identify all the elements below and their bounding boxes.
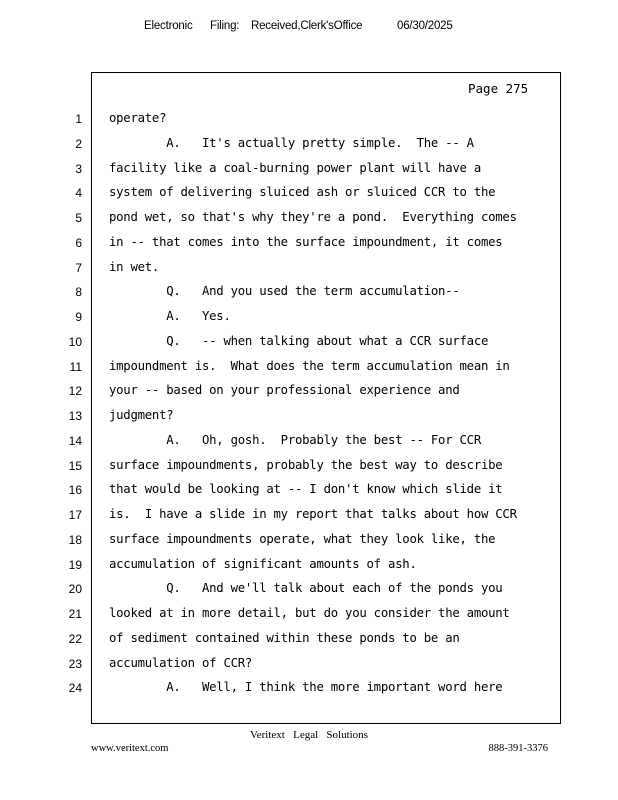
filing-word: Filing: (210, 20, 240, 32)
transcript-line: in -- that comes into the surface impoundment, it comes (109, 235, 503, 249)
line-number: 13 (68, 409, 82, 423)
page-number: Page 275 (468, 81, 529, 96)
line-number: 6 (75, 236, 82, 250)
line-number: 15 (68, 459, 82, 473)
line-number: 4 (75, 186, 82, 200)
transcript-line: facility like a coal-burning power plant will have a (109, 161, 481, 175)
transcript-line: A. Yes. (109, 309, 231, 323)
line-number: 1 (75, 112, 82, 126)
transcript-line: looked at in more detail, but do you consider the amount (109, 606, 510, 620)
line-number: 16 (68, 483, 82, 497)
transcript-line: surface impoundments operate, what they look like, the (109, 532, 496, 546)
line-number: 18 (68, 533, 82, 547)
transcript-line: impoundment is. What does the term accumulation mean in (109, 359, 510, 373)
transcript-line: operate? (109, 111, 167, 125)
footer-phone: 888-391-3376 (488, 743, 548, 754)
line-number: 17 (68, 508, 82, 522)
transcript-line: Q. -- when talking about what a CCR surface (109, 334, 489, 348)
transcript-line: your -- based on your professional experience and (109, 383, 460, 397)
line-number: 20 (68, 582, 82, 596)
transcript-line: that would be looking at -- I don't know which slide it (109, 482, 503, 496)
line-number: 9 (75, 310, 82, 324)
transcript-line: Q. And we'll talk about each of the ponds you (109, 581, 503, 595)
transcript-line: pond wet, so that's why they're a pond. Everything comes (109, 210, 517, 224)
transcript-line: accumulation of CCR? (109, 656, 253, 670)
transcript-line: system of delivering sluiced ash or sluiced CCR to the (109, 185, 496, 199)
line-number: 21 (68, 607, 82, 621)
transcript-line: A. Well, I think the more important word here (109, 680, 503, 694)
filing-date: 06/30/2025 (397, 20, 453, 32)
transcript-line: A. Oh, gosh. Probably the best -- For CCR (109, 433, 481, 447)
transcript-line: is. I have a slide in my report that talks about how CCR (109, 507, 517, 521)
line-number: 14 (68, 434, 82, 448)
line-number: 5 (75, 211, 82, 225)
transcript-line: in wet. (109, 260, 160, 274)
line-number: 7 (75, 261, 82, 275)
line-number: 2 (75, 137, 82, 151)
line-number: 12 (68, 384, 82, 398)
line-number: 11 (69, 360, 82, 374)
footer-veritext-legal-solutions: Veritext Legal Solutions (250, 729, 368, 741)
transcript-line: judgment? (109, 408, 174, 422)
transcript-line: A. It's actually pretty simple. The -- A (109, 136, 474, 150)
transcript-line: of sediment contained within these ponds to be an (109, 631, 460, 645)
line-number: 3 (75, 162, 82, 176)
received-clerk-office: Received,Clerk'sOffice (251, 20, 363, 32)
transcript-line: surface impoundments, probably the best way to describe (109, 458, 503, 472)
line-number: 8 (75, 285, 82, 299)
line-number: 22 (68, 632, 82, 646)
transcript-line: Q. And you used the term accumulation-- (109, 284, 460, 298)
filing-header (0, 20, 618, 36)
line-number: 10 (68, 335, 82, 349)
footer-website: www.veritext.com (91, 743, 169, 754)
line-number: 23 (68, 657, 82, 671)
line-number: 19 (68, 558, 82, 572)
transcript-line: accumulation of significant amounts of ash. (109, 557, 417, 571)
filing-label: Electronic (144, 20, 193, 32)
line-number: 24 (68, 681, 82, 695)
